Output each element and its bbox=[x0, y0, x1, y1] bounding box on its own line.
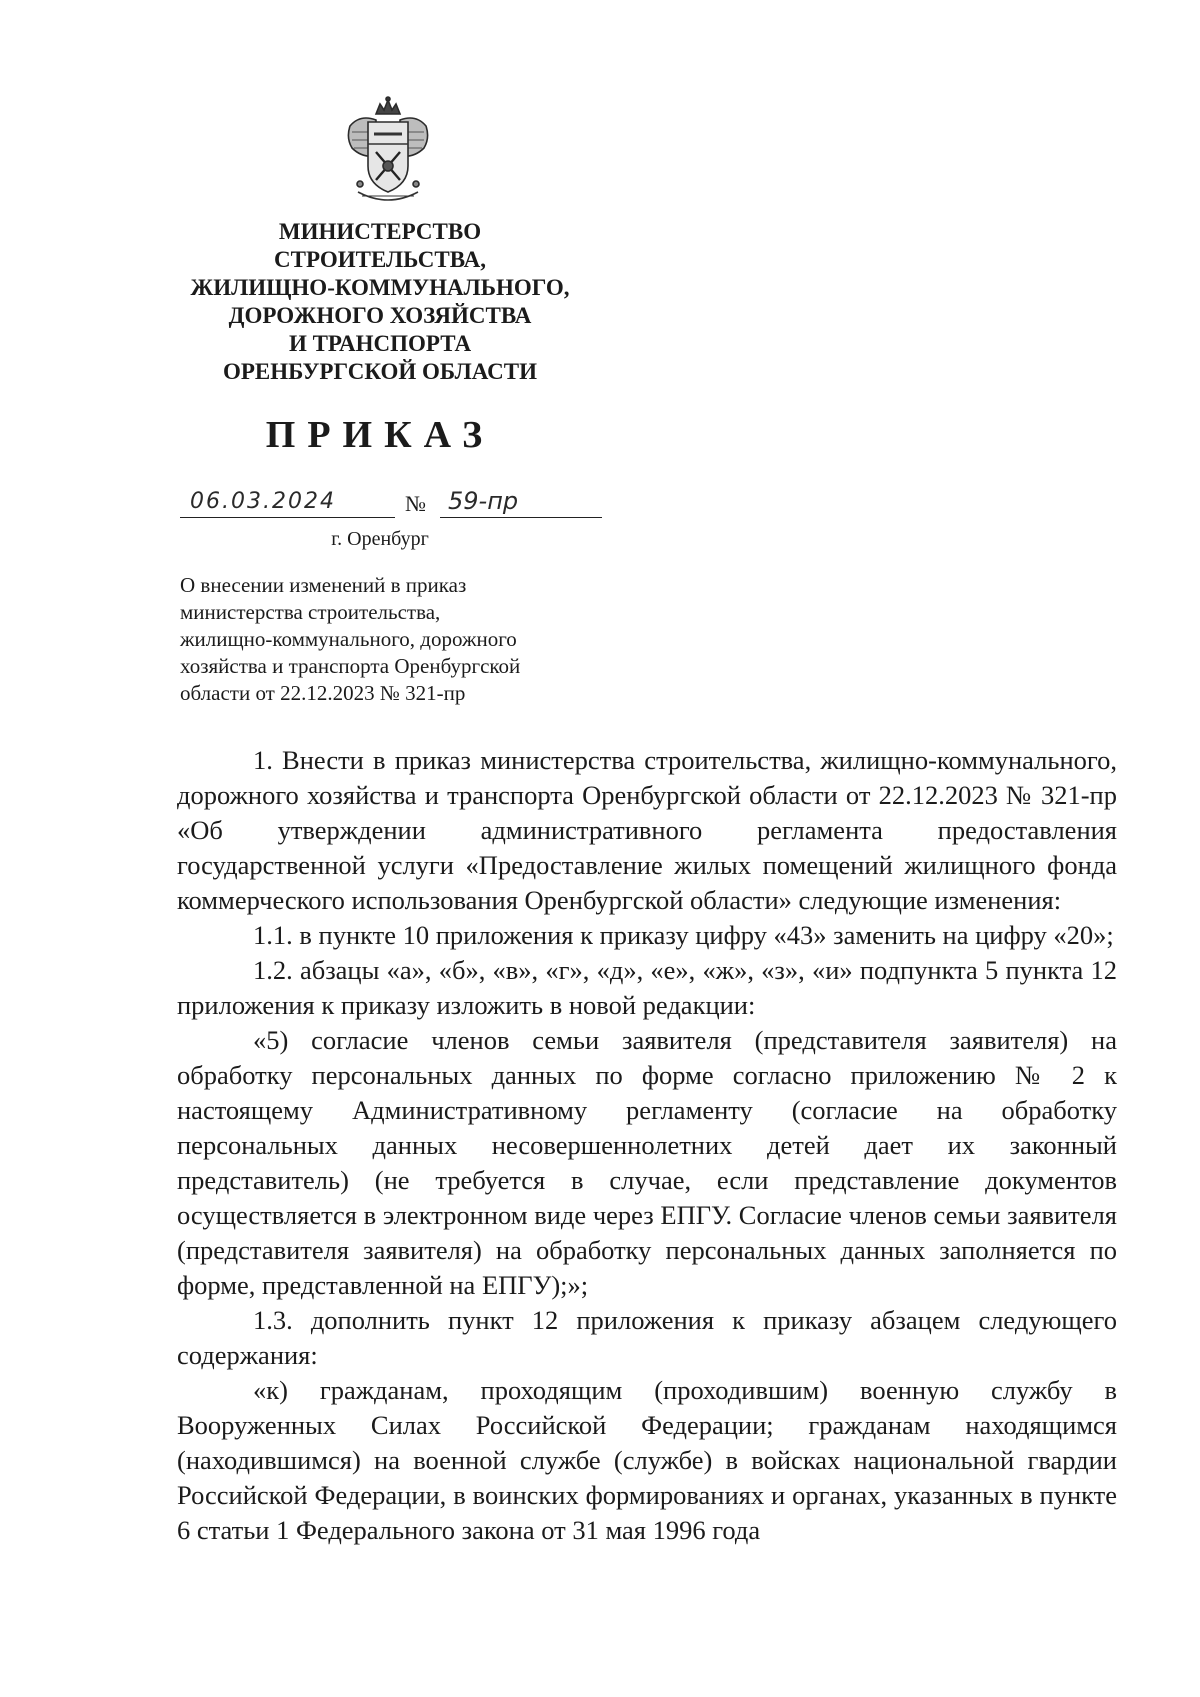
ministry-line: ОРЕНБУРГСКОЙ ОБЛАСТИ bbox=[222, 359, 538, 384]
document-type-title: ПРИКАЗ bbox=[265, 414, 495, 456]
body-paragraph: 1.3. дополнить пункт 12 приложения к приказу абзацем следующего содержания: bbox=[177, 1305, 1117, 1370]
ministry-line: ЖИЛИЩНО-КОММУНАЛЬНОГО, bbox=[190, 275, 570, 300]
coat-of-arms-icon bbox=[338, 96, 438, 208]
ministry-line: СТРОИТЕЛЬСТВА, bbox=[274, 247, 486, 272]
subject-line: хозяйства и транспорта Оренбургской bbox=[180, 654, 521, 678]
subject-line: жилищно-коммунального, дорожного bbox=[180, 627, 517, 651]
body-paragraph: «к) гражданам, проходящим (проходившим) военную службу в Вооруженных Силах Российской Федерации; гражданам находящимся (находившимся) на военной службе (службе) в войсках национальной гвардии Российской Федерации, в воинских формированиях и органах, указанных в пункте 6 статьи 1 Федерального закона от 31 мая 1996 года bbox=[177, 1375, 1117, 1545]
document-subject bbox=[180, 572, 620, 707]
ministry-line: МИНИСТЕРСТВО bbox=[278, 219, 482, 244]
ministry-line: ДОРОЖНОГО ХОЗЯЙСТВА bbox=[228, 303, 532, 328]
body-paragraph: 1. Внести в приказ министерства строительства, жилищно-коммунального, дорожного хозяйства и транспорта Оренбургской области от 22.12.2023 № 321-пр «Об утверждении административного регламента предоставления государственной услуги «Предоставление жилых помещений жилищного фонда коммерческого использования Оренбургской области» следующие изменения: bbox=[177, 745, 1117, 915]
body-paragraph: 1.2. абзацы «а», «б», «в», «г», «д», «е», «ж», «з», «и» подпункта 5 пункта 12 приложения к приказу изложить в новой редакции: bbox=[177, 955, 1117, 1020]
document-date: 06.03.2024 bbox=[190, 489, 336, 514]
date-number-line bbox=[180, 487, 600, 521]
ministry-name bbox=[150, 218, 610, 386]
body-paragraph: 1.1. в пункте 10 приложения к приказу цифру «43» заменить на цифру «20»; bbox=[253, 920, 1114, 950]
ministry-line: И ТРАНСПОРТА bbox=[288, 331, 472, 356]
document-number: 59-пр bbox=[448, 487, 519, 515]
city-name: г. Оренбург bbox=[331, 528, 429, 550]
subject-line: О внесении изменений в приказ bbox=[180, 573, 467, 597]
subject-line: области от 22.12.2023 № 321-пр bbox=[180, 681, 466, 705]
body-paragraph: «5) согласие членов семьи заявителя (представителя заявителя) на обработку персональных данных по форме согласно приложению № 2 к настоящему Административному регламенту (согласие на обработку персональных данных несовершеннолетних детей дает их законный представитель) (не требуется в случае, если представление документов осуществляется в электронном виде через ЕПГУ. Согласие членов семьи заявителя (представителя заявителя) на обработку персональных данных заполняется по форме, представленной на ЕПГУ);»; bbox=[177, 1025, 1117, 1300]
subject-line: министерства строительства, bbox=[180, 600, 441, 624]
date-underline bbox=[180, 517, 395, 518]
number-underline bbox=[440, 517, 602, 518]
number-sign: № bbox=[405, 491, 426, 516]
document-body bbox=[177, 743, 1117, 1548]
